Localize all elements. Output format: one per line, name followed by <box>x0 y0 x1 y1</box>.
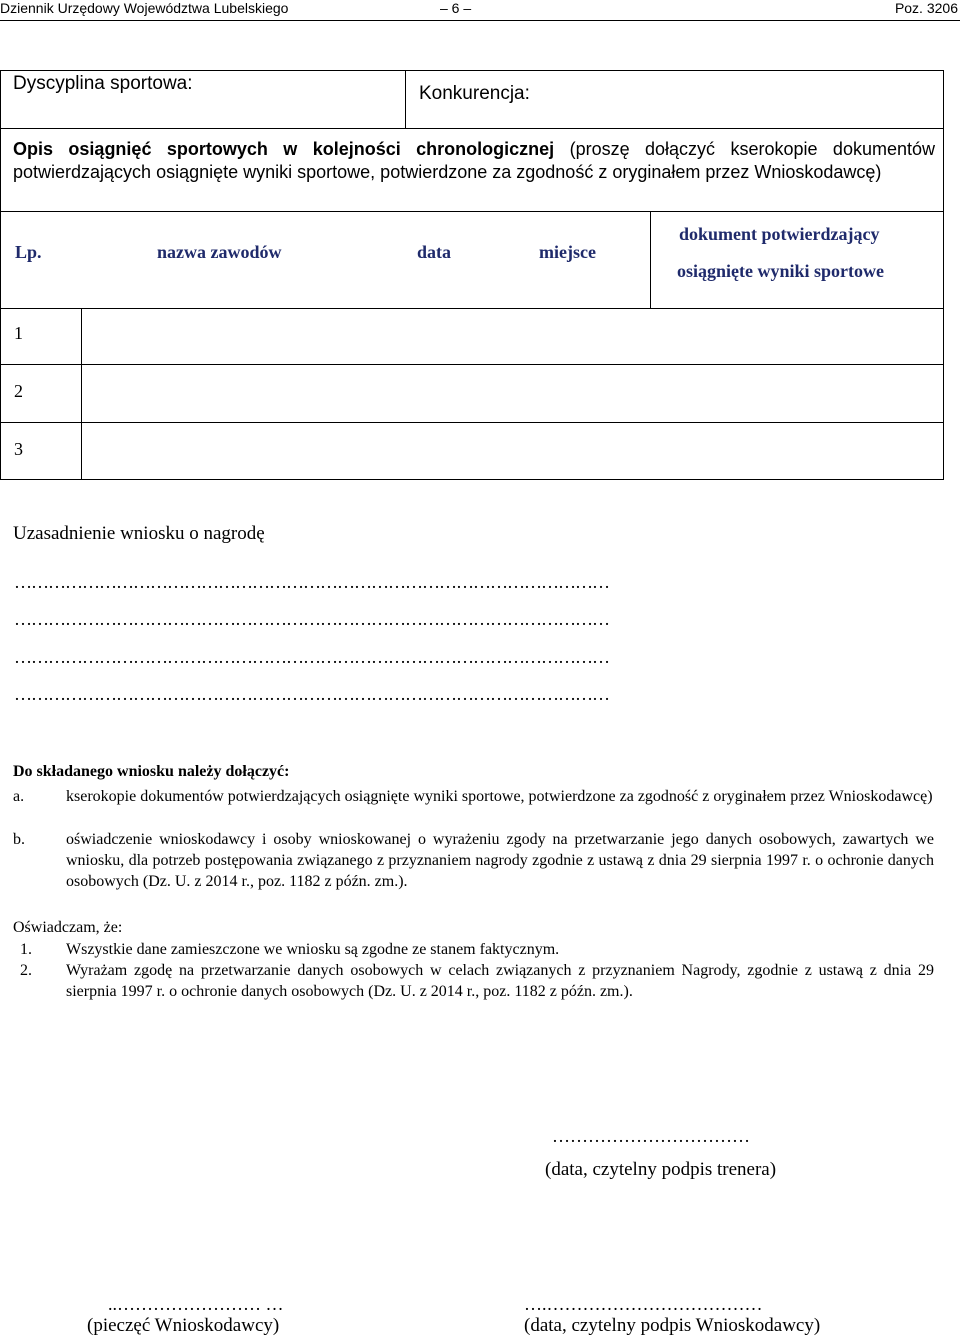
attachment-a-text: kserokopie dokumentów potwierdzających osiągnięte wyniki sportowe, potwierdzone za zgodność z oryginałem przez Wnioskodawcę) <box>66 788 933 805</box>
header-rule <box>0 20 960 21</box>
declaration-item1-marker: 1. <box>20 941 32 958</box>
applicant-signature-label: (data, czytelny podpis Wnioskodawcy) <box>524 1315 821 1336</box>
attachment-b-marker: b. <box>13 831 25 848</box>
table-row <box>1 308 944 364</box>
attachments-title: Do składanego wniosku należy dołączyć: <box>13 763 290 780</box>
justification-title: Uzasadnienie wniosku o nagrodę <box>13 523 265 544</box>
header-position: Poz. 3206 <box>894 0 958 16</box>
table-header-row <box>1 211 944 308</box>
col-name: nazwa zawodów <box>157 242 282 262</box>
justification-line: …………………………………………………………………………………………… <box>14 684 609 704</box>
coach-signature-label: (data, czytelny podpis trenera) <box>545 1159 777 1180</box>
discipline-label: Dyscyplina sportowa: <box>13 73 193 94</box>
stamp-line: ..…………………… … <box>108 1294 284 1314</box>
col-lp: Lp. <box>15 242 42 262</box>
justification-line: …………………………………………………………………………………………… <box>14 572 609 592</box>
coach-signature-line: …………………………… <box>552 1126 750 1146</box>
attachment-a-marker: a. <box>13 788 25 805</box>
justification-line: …………………………………………………………………………………………… <box>14 647 609 667</box>
row-number: 3 <box>14 439 23 459</box>
table-row <box>1 364 944 422</box>
declaration-item1-text: Wszystkie dane zamieszczone we wniosku są zgodne ze stanem faktycznym. <box>66 941 560 958</box>
declaration-item2-marker: 2. <box>20 962 32 979</box>
col-document-line2: osiągnięte wyniki sportowe <box>677 261 884 281</box>
stamp-label: (pieczęć Wnioskodawcy) <box>87 1315 280 1336</box>
applicant-signature-line: ….……………………………… <box>524 1294 763 1314</box>
description-bold: Opis osiągnięć sportowych w kolejności chronologicznej <box>13 139 555 159</box>
achievements-table <box>0 70 944 480</box>
row-number: 2 <box>14 381 23 401</box>
col-place: miejsce <box>539 242 596 262</box>
description-rest: (proszę dołączyć kserokopie dokumentów potwierdzających osiągnięte wyniki sportowe, potwierdzone za zgodność z oryginałem przez Wnioskodawcę) <box>13 139 935 182</box>
declaration-title: Oświadczam, że: <box>13 919 123 936</box>
competition-label: Konkurencja: <box>419 83 530 104</box>
header-journal-title: Dziennik Urzędowy Województwa Lubelskiego <box>0 0 289 16</box>
declaration-item2-text: Wyrażam zgodę na przetwarzanie danych osobowych w celach związanych z przyznaniem Nagrody, zgodnie z ustawą z dnia 29 sierpnia 1997 r. o ochronie danych osobowych (Dz. U. z 2014 r., poz. 1182 z późn. zm.). <box>66 962 934 1000</box>
header-page-number: – 6 – <box>440 0 472 16</box>
description-text <box>13 138 935 184</box>
col-date: data <box>417 242 452 262</box>
row-number: 1 <box>14 323 23 343</box>
table-row <box>1 422 944 480</box>
justification-line: …………………………………………………………………………………………… <box>14 609 609 629</box>
col-document-line1: dokument potwierdzający <box>679 224 880 244</box>
description-row <box>1 128 944 211</box>
attachment-b-text: oświadczenie wnioskodawcy i osoby wnioskowanej o wyrażeniu zgody na przetwarzanie jego danych osobowych, zawartych we wniosku, dla potrzeb postępowania związanego z przyznaniem nagrody zgodnie z ustawą z dnia 29 sierpnia 1997 r. o ochronie danych osobowych (Dz. U. z 2014 r., poz. 1182 z późn. zm.). <box>66 831 934 890</box>
discipline-row <box>1 70 944 128</box>
